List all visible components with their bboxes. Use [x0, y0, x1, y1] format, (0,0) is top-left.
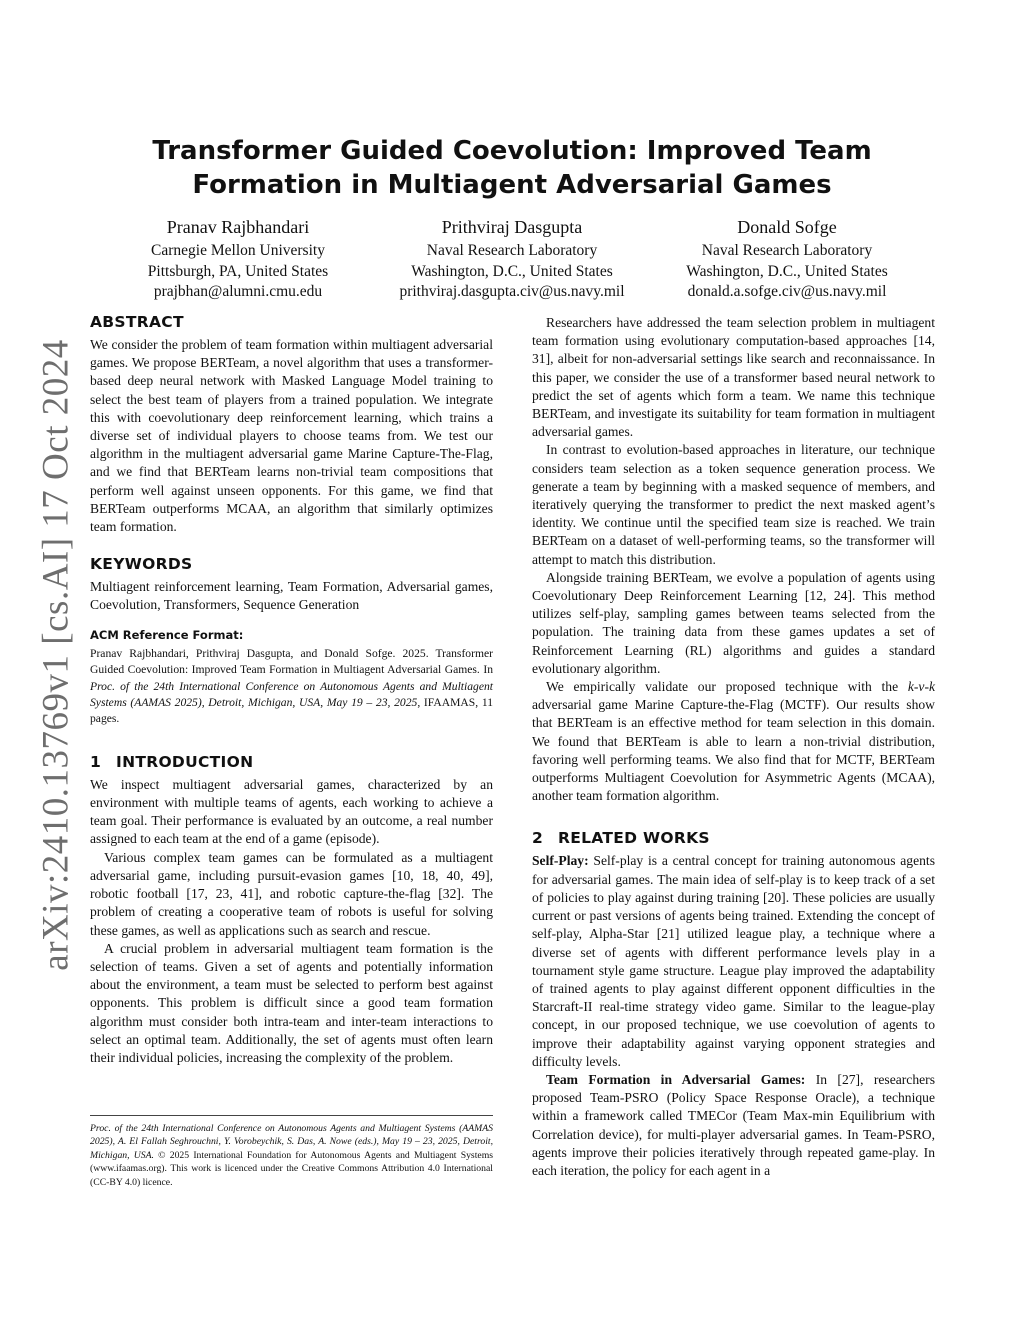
author-email: prithviraj.dasgupta.civ@us.navy.mil — [399, 283, 625, 300]
intro-paragraph-4: Researchers have addressed the team selection problem in multiagent team formation using evolutionary computation-based approaches [14, 31], albeit for non-adversarial settings like search and reconnaissance. In this paper, we consider the use of a transformer based neural network to predict the set of agents which form a team. We name this technique BERTeam, and investigate its suitability for team formation in multiagent adversarial games. — [532, 315, 935, 440]
author-email: prajbhan@alumni.cmu.edu — [153, 283, 323, 300]
author-3 — [637, 214, 937, 303]
intro-paragraph-6: Alongside training BERTeam, we evolve a population of agents using Coevolutionary Deep Reinforcement Learning [12, 24]. This method utilizes self-play, sampling games between teams selected from the population. The training data from these games updates a set of Reinforcement Learning (RL) algorithms and guides a standard evolutionary algorithm. — [532, 569, 935, 676]
intro-paragraph-5: In contrast to evolution-based approaches in literature, our technique considers team selection as a token sequence generation process. We generate a team by beginning with a masked sequence of members, and iteratively querying the transformer to predict the next masked agent’s identity. We continue until the specified team size is reached. We train BERTeam on a dataset of well-performing teams, so the transformer will attempt to match this distribution. — [532, 442, 935, 567]
author-location: Pittsburgh, PA, United States — [147, 262, 329, 280]
acm-reference-lead: Pranav Rajbhandari, Prithviraj Dasgupta, and Donald Sofge. 2025. Transformer Guided Coevolution: Improved Team Formation in Multiagent Adversarial Games. In — [90, 646, 493, 677]
keywords-text: Multiagent reinforcement learning, Team Formation, Adversarial games, Coevolution, Transformers, Sequence Generation — [90, 579, 493, 613]
arxiv-identifier-stamp: arXiv:2410.13769v1 [cs.AI] 17 Oct 2024 — [35, 339, 77, 971]
author-name: Prithviraj Dasgupta — [441, 217, 583, 237]
acm-reference-text — [90, 646, 493, 728]
author-2 — [362, 214, 662, 303]
intro-paragraph-3: A crucial problem in adversarial multiagent team formation is the selection of teams. Given a set of agents and potentially information about the environment, a team must be selected to perform best against opponents. This problem is difficult since a good team formation algorithm must consider both intra-team and inter-team interactions to select an optimal team. Additionally, the set of agents must often learn their individual policies, increasing the complexity of the problem. — [90, 940, 493, 1065]
validate-game-size: k-v-k — [907, 679, 935, 695]
team-formation-text: In [27], researchers proposed Team-PSRO (Policy Space Response Oracle), a technique within a framework called TMECor (Team Max-min Equilibrium with Correlation device), for multi-player adversarial games. In Team-PSRO, agents improve their policies iteratively through repeated game-play. In each iteration, the policy for each agent in a — [532, 1071, 935, 1178]
intro-paragraph-1: We inspect multiagent adversarial games, characterized by an environment with multiple teams of agents, each working to achieve a team goal. Their performance is evaluated by an outcome, a real number assigned to each team at the end of a game (episode). — [90, 776, 493, 847]
validate-lead: We empirically validate our proposed technique with the — [546, 679, 908, 695]
author-affiliation: Carnegie Mellon University — [151, 242, 325, 259]
author-affiliation: Naval Research Laboratory — [426, 242, 598, 259]
keywords-heading: KEYWORDS — [90, 555, 193, 574]
author-name: Donald Sofge — [737, 217, 837, 237]
self-play-text: Self-play is a central concept for training autonomous agents for adversarial games. The main idea of self-play is to keep track of a set of policies to play against during training [20]. These policies are usually current or past versions of agents being trained. Extending the concept of self-play, Alpha-Star [21] utilized league play, a technique where a diverse set of agents with different performance levels play in a tournament style game structure. League play improved the adaptability of trained agents to play against different opponent difficulties in the Starcraft-II real-time strategy video game. Similar to the league-play concept, in our proposed technique, we use coevolution of agents to improve their adaptability against varying opponent strategies and difficulty levels. — [532, 853, 935, 1069]
section-title: INTRODUCTION — [116, 752, 254, 771]
conference-footnote — [90, 1115, 493, 1189]
acm-reference-heading: ACM Reference Format: — [90, 627, 244, 642]
self-play-label: Self-Play: — [532, 853, 589, 869]
section-title: RELATED WORKS — [558, 829, 710, 848]
team-formation-paragraph — [532, 1071, 935, 1180]
intro-paragraph-2: Various complex team games can be formulated as a multiagent adversarial game, including pursuit-evasion games [10, 18, 40, 49], robotic football [17, 23, 41], and robotic capture-the-flag [32]. The problem of creating a cooperative team of robots is useful for solving these games, as well as applications such as search and rescue. — [90, 849, 493, 938]
footnote-venue: Proc. of the 24th International Conference on Autonomous Agents and Multiagent Systems (AAMAS 2025), A. El Fallah Seghrouchni, Y. Vorobeychik, S. Das, A. Nowe (eds.), May 19 – 23, 2025, Detroit, Michigan, USA. — [90, 1123, 493, 1161]
acm-reference-tail: , IFAAMAS, 11 pages. — [90, 696, 493, 726]
author-affiliation: Naval Research Laboratory — [701, 242, 873, 259]
introduction-heading — [90, 752, 493, 772]
paper-title: Transformer Guided Coevolution: Improved Team Formation in Multiagent Adversarial Games — [152, 136, 872, 200]
author-location: Washington, D.C., United States — [411, 262, 613, 280]
author-email: donald.a.sofge.civ@us.navy.mil — [687, 283, 887, 300]
section-number: 1 — [90, 752, 102, 771]
team-formation-label: Team Formation in Adversarial Games: — [546, 1071, 806, 1087]
footnote-license: © 2025 International Foundation for Autonomous Agents and Multiagent Systems (www.ifaamas.org). This work is licenced under the Creative Commons Attribution 4.0 International (CC-BY 4.0) licence. — [90, 1149, 493, 1188]
right-column — [532, 314, 935, 1180]
intro-paragraph-7 — [532, 678, 935, 805]
acm-reference-venue: Proc. of the 24th International Conference on Autonomous Agents and Multiagent Systems (AAMAS 2025), Detroit, Michigan, USA, May 19 – 23, 2025 — [90, 679, 493, 710]
author-1 — [88, 214, 388, 303]
abstract-text: We consider the problem of team formation within multiagent adversarial games. We propose BERTeam, a novel algorithm that uses a transformer-based deep neural network with Masked Language Model training to select the best team of players from a trained population. We integrate this with coevolutionary deep reinforcement learning, which trains a diverse set of individual players to choose teams from. We test our algorithm in the multiagent adversarial game Marine Capture-The-Flag, and we find that BERTeam learns non-trivial team compositions that perform well against unseen opponents. For this game, we find that BERTeam outperforms MCAA, an algorithm that similarly optimizes team formation. — [90, 337, 493, 535]
validate-rest: adversarial game Marine Capture-the-Flag (MCTF). Our results show that BERTeam is an effective method for team selection in this domain. We found that BERTeam is able to learn a non-trivial distribution, favoring well performing teams. We also find that for MCTF, BERTeam outperforms Multiagent Coevolution for Asymmetric Agents (MCAA), another team formation algorithm. — [532, 697, 935, 804]
self-play-paragraph — [532, 852, 935, 1070]
related-works-heading — [532, 828, 935, 848]
author-location: Washington, D.C., United States — [686, 262, 888, 280]
author-name: Pranav Rajbhandari — [166, 217, 310, 237]
left-column — [90, 312, 493, 1067]
abstract-heading: ABSTRACT — [90, 313, 184, 331]
section-number: 2 — [532, 829, 544, 848]
